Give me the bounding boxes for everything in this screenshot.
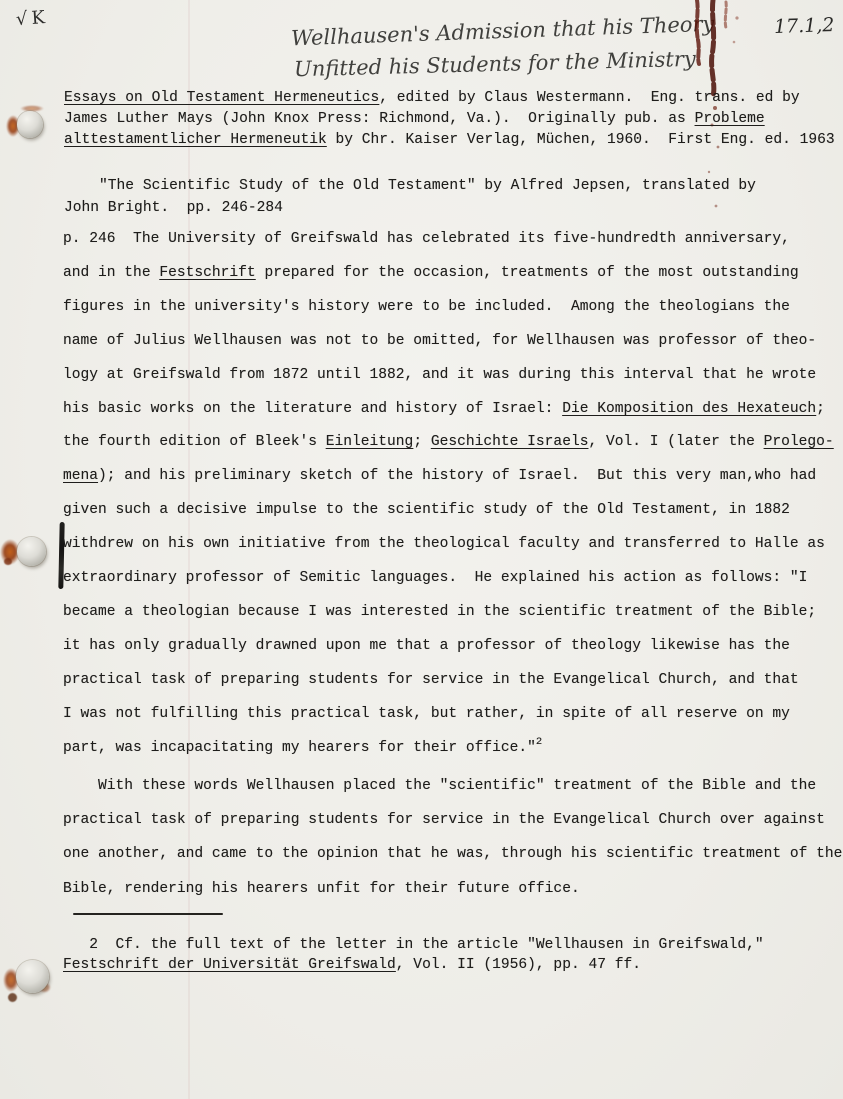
handwritten-title-line1: Wellhausen's Admission that his Theory: [290, 11, 715, 51]
footnote-marker: 2: [535, 735, 543, 748]
text-line: the fourth edition of Bleek's Einleitung; Geschichte Israels, Vol. I (later the Prolego-: [63, 434, 834, 451]
text-line: John Bright. pp. 246-284: [64, 199, 283, 216]
footnote: [63, 936, 764, 975]
text-line: "The Scientific Study of the Old Testament" by Alfred Jepsen, translated by: [64, 178, 756, 194]
text-line: one another, and came to the opinion that he was, through his scientific treatment of the: [63, 846, 843, 863]
footnote-rule: [73, 913, 223, 915]
second-paragraph: [63, 769, 842, 906]
text-line: p. 246 The University of Greifswald has celebrated its five-hundredth anniversary,: [63, 231, 790, 247]
header-citation: [64, 88, 835, 151]
text-line: mena); and his preliminary sketch of the history of Israel. But this very man,who had: [63, 468, 817, 485]
article-reference: [64, 176, 756, 219]
text-line: it has only gradually drawned upon me that a professor of theology likewise has the: [63, 637, 790, 654]
text-line: and in the Festschrift prepared for the occasion, treatments of the most outstanding: [63, 264, 799, 281]
text-line: logy at Greifswald from 1872 until 1882, and it was during this interval that he wrote: [63, 366, 817, 383]
rust-stain: [4, 558, 12, 565]
body-paragraph: [63, 223, 834, 766]
text-line: withdrew on his own initiative from the theological faculty and transferred to Halle as: [63, 536, 825, 553]
text-line: Festschrift der Universität Greifswald, Vol. II (1956), pp. 47 ff.: [63, 956, 642, 973]
text-line: alttestamentlicher Hermeneutik by Chr. Kaiser Verlag, Müchen, 1960. First Eng. ed. 1963: [64, 132, 835, 148]
text-line: name of Julius Wellhausen was not to be omitted, for Wellhausen was professor of theo-: [63, 332, 817, 349]
text-line: became a theologian because I was interested in the scientific treatment of the Bible;: [63, 603, 817, 620]
checkmark-annotation: √K: [15, 6, 50, 31]
text-line: With these words Wellhausen placed the "scientific" treatment of the Bible and the: [63, 778, 817, 794]
paper-fastener-bottom: [16, 960, 49, 993]
text-line: practical task of preparing students for service in the Evangelical Church, and that: [63, 671, 799, 688]
text-line: part, was incapacitating my hearers for their office."$^2$: [63, 735, 543, 756]
text-line: his basic works on the literature and history of Israel: Die Komposition des Hexateuch;: [63, 400, 825, 417]
text-line: I was not fulfilling this practical task, but rather, in spite of all reserve on my: [63, 705, 790, 722]
text-line: extraordinary professor of Semitic languages. He explained his action as follows: "I: [63, 570, 808, 587]
text-line: 2 Cf. the full text of the letter in the article "Wellhausen in Greifswald,": [63, 937, 764, 953]
doc-number-annotation: 17.1,2: [773, 13, 835, 39]
paper-fastener-middle: [17, 537, 46, 566]
text-line: practical task of preparing students for service in the Evangelical Church over against: [63, 812, 825, 829]
text-line: Bible, rendering his hearers unfit for their future office.: [63, 880, 580, 897]
text-line: given such a decisive impulse to the scientific study of the Old Testament, in 1882: [63, 502, 790, 519]
rust-stain: [8, 993, 17, 1002]
handwritten-title-line2: Unfitted his Students for the Ministry: [293, 46, 697, 82]
text-line: James Luther Mays (John Knox Press: Richmond, Va.). Originally pub. as Probleme: [64, 111, 765, 127]
paper-fastener-top: [17, 111, 43, 138]
text-line: figures in the university's history were to be included. Among the theologians the: [63, 298, 790, 315]
text-line: Essays on Old Testament Hermeneutics, edited by Claus Westermann. Eng. trans. ed by: [64, 90, 800, 106]
